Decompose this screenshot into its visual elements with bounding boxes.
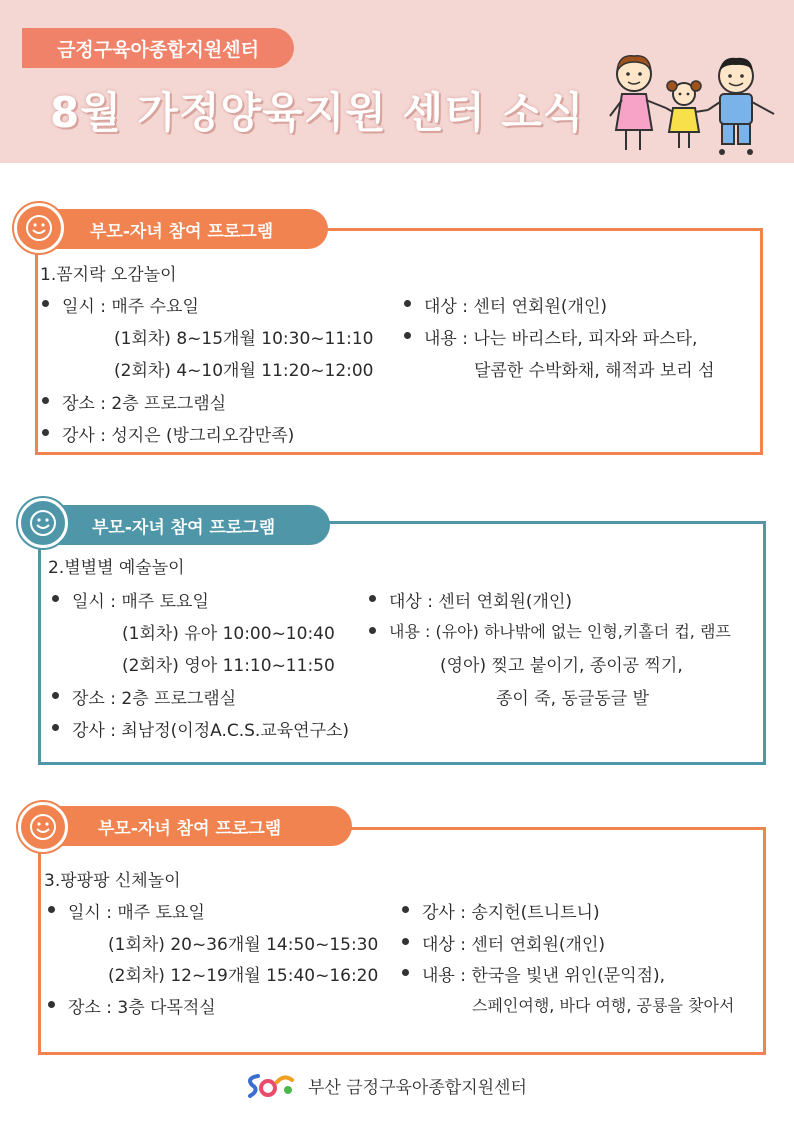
content-text-2: 스페인여행, 바다 여행, 공룡을 찾아서: [472, 996, 735, 1015]
session-2: (2회차) 4~10개월 11:20~12:00: [114, 361, 374, 381]
header-banner: [0, 0, 794, 163]
content-text-3: 종이 죽, 동글동글 발: [496, 689, 649, 709]
instructor-text: 강사 : 최남정(이정A.C.S.교육연구소): [72, 716, 349, 741]
program-title: 1.꼼지락 오감놀이: [40, 265, 177, 285]
footer-logo: [244, 1070, 527, 1100]
center-name-tag: 금정구육아종합지원센터: [22, 28, 294, 68]
instructor-text: 강사 : 성지은 (방그리오감만족): [62, 421, 294, 446]
content-text-2: (영아) 찢고 붙이기, 종이공 찍기,: [440, 656, 683, 676]
schedule-label: 일시 : 매주 수요일: [62, 292, 199, 317]
program-badge-3: 부모-자녀 참여 프로그램: [40, 806, 352, 846]
smiley-icon: [18, 802, 68, 852]
session-2: (2회차) 12~19개월 15:40~16:20: [108, 966, 379, 986]
program-title: 3.팡팡팡 신체놀이: [44, 871, 181, 891]
schedule-label: 일시 : 매주 토요일: [68, 898, 205, 923]
footer-text: 부산 금정구육아종합지원센터: [308, 1077, 527, 1098]
program-title: 2.별별별 예술놀이: [48, 558, 185, 578]
page-title: 8월 가정양육지원 센터 소식: [50, 88, 585, 137]
target-text: 대상 : 센터 연회원(개인): [424, 292, 607, 317]
smiley-icon: [18, 498, 68, 548]
target-text: 대상 : 센터 연회원(개인): [422, 930, 605, 955]
place-text: 장소 : 2층 프로그램실: [72, 684, 236, 709]
content-text-1: 내용 : (유아) 하나밖에 없는 인형,키홀더 컵, 램프: [389, 619, 731, 642]
target-text: 대상 : 센터 연회원(개인): [389, 587, 572, 612]
session-2: (2회차) 영아 11:10~11:50: [122, 656, 335, 676]
content-text-1: 내용 : 한국을 빛낸 위인(문익점),: [422, 961, 665, 986]
content-text-2: 달콤한 수박화채, 해적과 보리 섬: [474, 361, 715, 381]
center-logo-icon: [244, 1070, 300, 1100]
session-1: (1회차) 유아 10:00~10:40: [122, 624, 335, 644]
program-badge-1: 부모-자녀 참여 프로그램: [36, 209, 328, 249]
instructor-text: 강사 : 송지헌(트니트니): [422, 898, 600, 923]
schedule-label: 일시 : 매주 토요일: [72, 587, 209, 612]
session-1: (1회차) 8~15개월 10:30~11:10: [114, 329, 374, 349]
family-illustration-icon: [604, 52, 784, 160]
content-text-1: 내용 : 나는 바리스타, 피자와 파스타,: [424, 324, 697, 349]
place-text: 장소 : 2층 프로그램실: [62, 389, 226, 414]
program-badge-2: 부모-자녀 참여 프로그램: [38, 505, 330, 545]
smiley-icon: [14, 203, 64, 253]
session-1: (1회차) 20~36개월 14:50~15:30: [108, 935, 379, 955]
place-text: 장소 : 3층 다목적실: [68, 993, 216, 1018]
